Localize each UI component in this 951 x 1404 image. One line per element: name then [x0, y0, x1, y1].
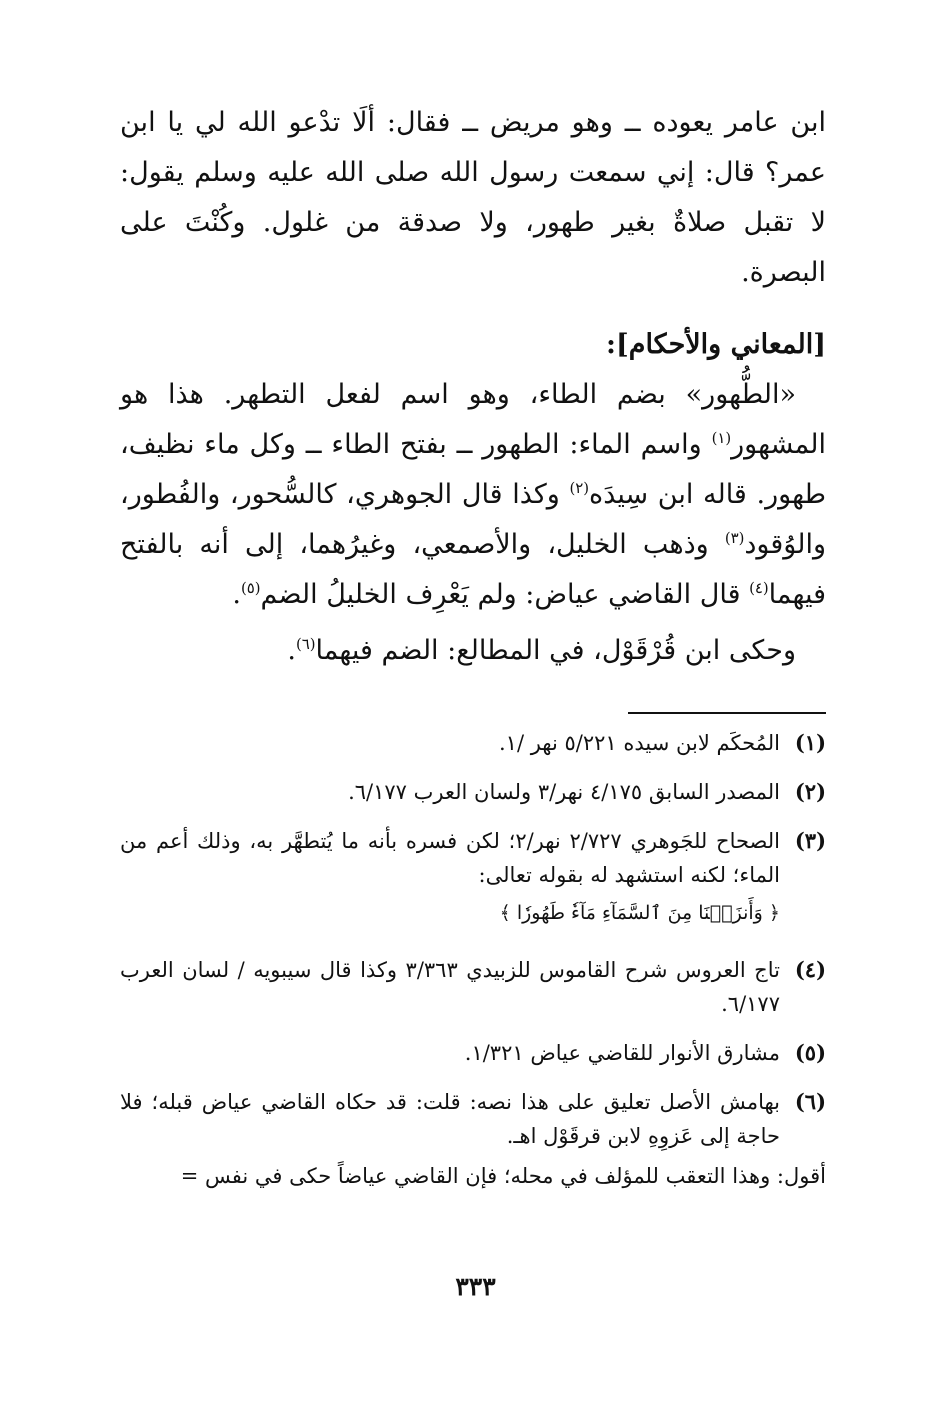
footnote-text: المُحكَم لابن سيده ٥/٢٢١ نهر /١. — [498, 731, 780, 755]
footnote-2 — [120, 775, 826, 809]
para2-text-d: وذهب الخليل، والأصمعي، وغيرُهما، إلى أنه بالفتح فيهما — [120, 529, 826, 610]
footnote-ref-4[interactable]: (٤) — [749, 579, 769, 597]
footnote-number: (١) — [794, 730, 826, 755]
para2-text-a: «الطُّهور» بضم الطاء، وهو اسم لفعل التطهر. هذا هو المشهور — [120, 379, 826, 460]
footnote-5 — [120, 1036, 826, 1070]
quran-verse: ﴿ وَأَنزَلۡنَا مِنَ ٱلسَّمَآءِ مَآءٗ طَهُورٗا ﴾ — [499, 902, 780, 924]
para2-text-f: . — [232, 579, 241, 610]
footnotes — [120, 726, 826, 1193]
footnote-number: (٢) — [794, 779, 826, 804]
footnote-text: المصدر السابق ٤/١٧٥ نهر/٣ ولسان العرب ٦/١٧٧. — [348, 780, 780, 804]
footnote-ref-2[interactable]: (٢) — [569, 479, 590, 497]
footnote-ref-3[interactable]: (٣) — [724, 529, 745, 547]
footnote-1 — [120, 726, 826, 760]
para2-text-b: واسم الماء: الطهور ــ بفتح الطاء ــ وكل ماء نظيف، طهور. قاله ابن سِيدَه — [120, 429, 826, 510]
main-text — [120, 98, 826, 676]
footnote-text: تاج العروس شرح القاموس للزبيدي ٣/٣٦٣ وكذا قال سيبويه / لسان العرب ٦/١٧٧. — [120, 958, 780, 1016]
footnote-4 — [120, 953, 826, 1021]
para3-text-a: وحكى ابن قُرْقَوْل، في المطالع: الضم فيهما — [315, 635, 796, 666]
footnote-ref-1[interactable]: (١) — [711, 429, 732, 447]
footnote-text: بهامش الأصل تعليق على هذا نصه: قلت: قد حكاه القاضي عياض قبله؛ فلا حاجة إلى عَزوِهِ لابن قرقَوْل اهـ. — [120, 1090, 780, 1148]
footnote-separator — [628, 712, 826, 714]
paragraph-hadith: ابن عامر يعوده ــ وهو مريض ــ فقال: ألَا تدْعو الله لي يا ابن عمر؟ قال: إني سمعت رسول الله صلى الله عليه وسلم يقول: لا تقبل صلاةٌ بغير طهور، ولا صدقة من غلول. وكُنْتَ على البصرة. — [120, 107, 826, 288]
para3-text-b: . — [287, 635, 296, 666]
footnote-text: مشارق الأنوار للقاضي عياض ١/٣٢١. — [464, 1041, 780, 1065]
para2-text-e: قال القاضي عياض: ولم يَعْرِف الخليلُ الضم — [260, 579, 750, 610]
footnote-number: (٤) — [794, 957, 826, 982]
paragraph-tahur — [120, 370, 826, 620]
footnote-number: (٦) — [794, 1089, 826, 1114]
footnote-number: (٣) — [794, 828, 826, 853]
para2-text-c: وكذا قال الجوهري، كالسُّحور، والفُطور، والوُقود — [120, 479, 826, 560]
author-comment: أقول: وهذا التعقب للمؤلف في محله؛ فإن القاضي عياضاً حكى في نفس = — [180, 1164, 826, 1188]
book-page — [120, 98, 826, 1378]
paragraph-qurqul — [120, 626, 826, 676]
footnote-number: (٥) — [794, 1040, 826, 1065]
footnote-6 — [120, 1085, 826, 1153]
footnote-3-text: الصحاح للجَوهري ٢/٧٢٧ نهر/٢؛ لكن فسره بأنه ما يُتطهَّر به، وذلك أعم من الماء؛ لكنه استشهد له بقوله تعالى: — [120, 829, 780, 887]
footnote-ref-6[interactable]: (٦) — [295, 635, 316, 653]
page-number: ٣٣٣ — [455, 1272, 496, 1301]
footnote-3 — [120, 824, 826, 938]
footnote-ref-5[interactable]: (٥) — [240, 579, 261, 597]
footnote-text — [120, 824, 780, 938]
section-heading: [المعاني والأحكام]: — [605, 329, 826, 360]
